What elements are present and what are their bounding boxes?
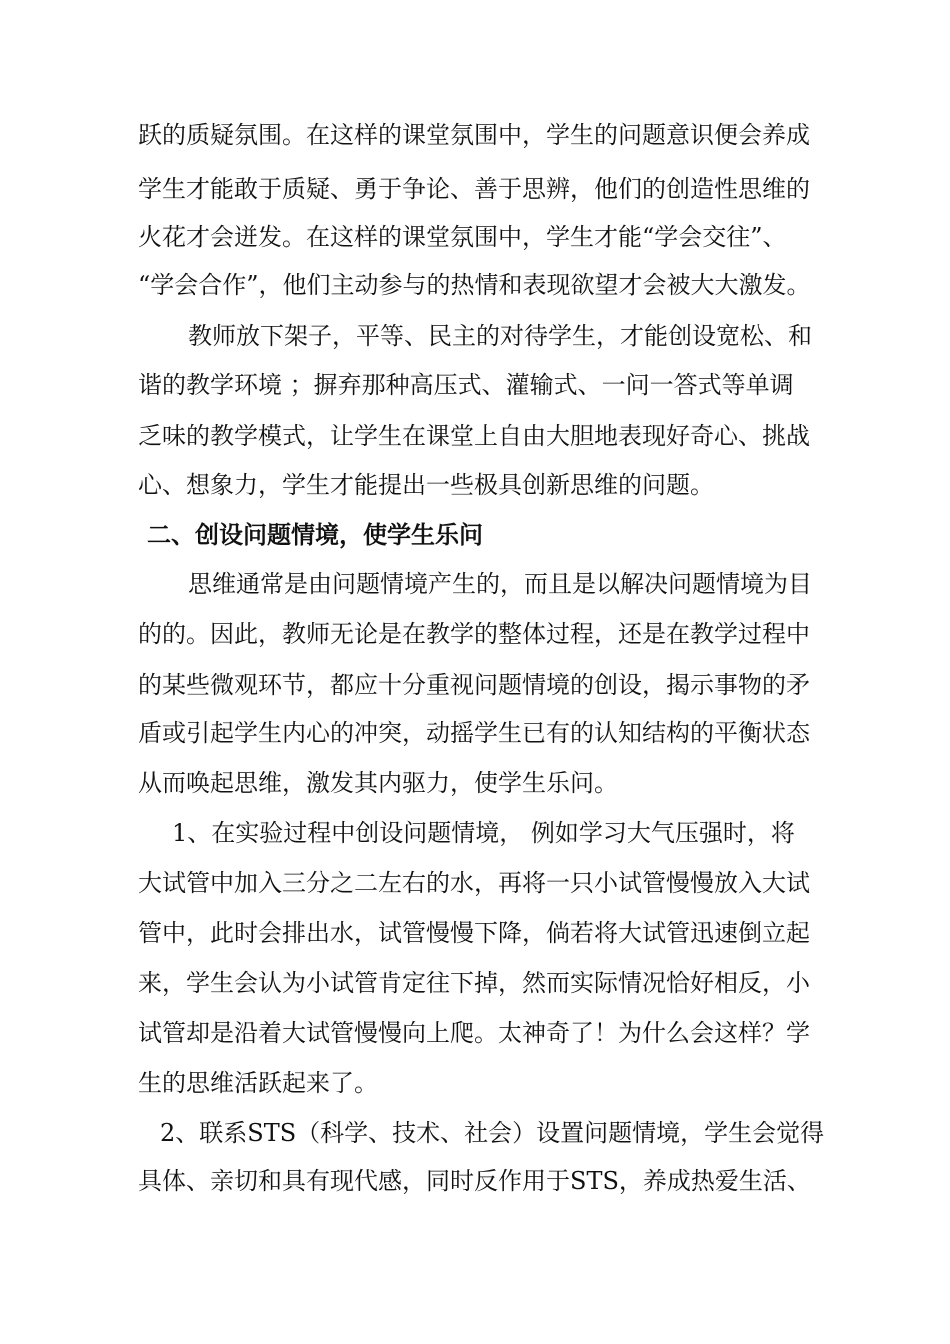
text-line: 来，学生会认为小试管肯定往下掉，然而实际情况恰好相反，小 [138,969,810,997]
section-heading: 二、创设问题情境，使学生乐问 [147,521,483,549]
text-line: 试管却是沿着大试管慢慢向上爬。太神奇了！为什么会这样？学 [138,1019,810,1047]
text-line: “学会合作”，他们主动参与的热情和表现欲望才会被大大激发。 [138,271,811,299]
text-line: 的的。因此，教师无论是在教学的整体过程，还是在教学过程中 [138,620,810,648]
text-line: 盾或引起学生内心的冲突，动摇学生已有的认知结构的平衡状态 [138,719,810,747]
list-item-first-line: 2、联系STS（科学、技术、社会）设置问题情境，学生会觉得 [160,1119,825,1147]
text-line: 火花才会迸发。在这样的课堂氛围中，学生才能“学会交往”、 [138,223,787,251]
list-item-first-line: 1、在实验过程中创设问题情境， 例如学习大气压强时，将 [172,819,795,847]
text-line: 学生才能敢于质疑、勇于争论、善于思辨，他们的创造性思维的 [138,175,810,203]
text-line: 乏味的教学模式，让学生在课堂上自由大胆地表现好奇心、挑战 [138,422,810,450]
text-line: 管中，此时会排出水，试管慢慢下降，倘若将大试管迅速倒立起 [138,919,810,947]
text-line: 谐的教学环境 ；摒弃那种高压式、灌输式、一问一答式等单调 [138,371,794,399]
text-line: 大试管中加入三分之二左右的水，再将一只小试管慢慢放入大试 [138,869,810,897]
text-line: 从而唤起思维，激发其内驱力，使学生乐问。 [138,769,618,797]
text-line: 的某些微观环节，都应十分重视问题情境的创设，揭示事物的矛 [138,671,810,699]
text-line: 心、想象力，学生才能提出一些极具创新思维的问题。 [138,471,714,499]
paragraph-first-line: 思维通常是由问题情境产生的，而且是以解决问题情境为目 [188,570,812,598]
text-line: 具体、亲切和具有现代感，同时反作用于STS，养成热爱生活、 [138,1167,811,1195]
paragraph-first-line: 教师放下架子，平等、民主的对待学生，才能创设宽松、和 [188,322,812,350]
text-line: 生的思维活跃起来了。 [138,1069,378,1097]
text-line: 跃的质疑氛围。在这样的课堂氛围中，学生的问题意识便会养成 [138,121,810,149]
